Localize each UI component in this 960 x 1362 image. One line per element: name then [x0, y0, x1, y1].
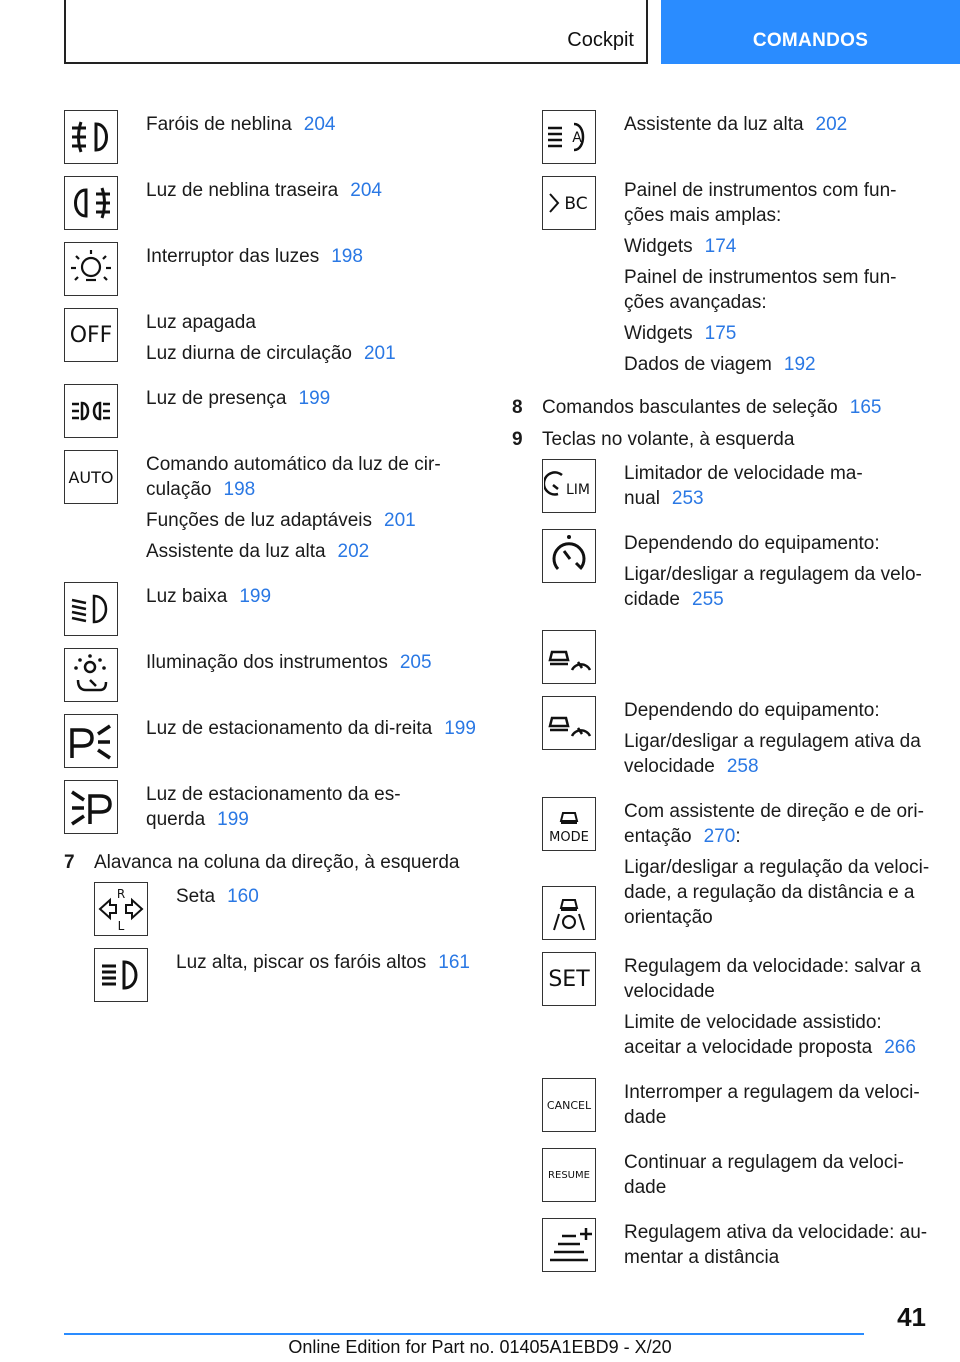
left-column — [64, 110, 484, 1014]
mode-icon — [542, 797, 596, 851]
numbered-item-9 — [512, 427, 932, 452]
item-text: Limite de velocidade assistido: aceitar a velocidade proposta — [624, 1012, 882, 1058]
item-text: Painel de instrumentos com fun-ções mais amplas: — [624, 180, 897, 226]
list-item — [94, 948, 484, 1002]
auto-icon — [64, 450, 118, 504]
page-link[interactable]: 198 — [331, 246, 363, 267]
item-text: Painel de instrumentos sem fun-ções avançadas: — [624, 267, 897, 313]
page-link[interactable]: 258 — [726, 756, 759, 777]
header-chapter-tab — [661, 0, 960, 64]
footer-edition: Online Edition for Part no. 01405A1EBD9 - X/20 — [288, 1337, 672, 1357]
item-text: Widgets — [624, 236, 693, 257]
item-text: Regulagem ativa da velocidade: au-mentar a distância — [624, 1222, 928, 1268]
off-icon-label: OFF — [69, 322, 113, 348]
item-text: Comando automático da luz de cir-culação — [146, 454, 441, 500]
item-text: Ligar/desligar a regulagem ativa da velocidade — [624, 731, 921, 777]
set-icon — [542, 952, 596, 1006]
bc-icon-label: BC — [564, 194, 588, 214]
page-link[interactable]: 201 — [384, 510, 416, 531]
page-link[interactable]: 255 — [692, 589, 724, 610]
acc-icon — [542, 630, 596, 684]
item-text: Interruptor das luzes — [146, 246, 320, 267]
svg-text:L: L — [117, 919, 125, 933]
list-item — [542, 110, 932, 164]
parking-left-icon — [64, 780, 118, 834]
resume-icon-label: RESUME — [548, 1169, 590, 1181]
acc-active-icon — [542, 696, 596, 750]
light-switch-icon — [64, 242, 118, 296]
list-item — [64, 308, 484, 372]
page-link[interactable]: 204 — [350, 180, 382, 201]
item-text: Faróis de neblina — [146, 114, 292, 135]
auto-icon-label: AUTO — [68, 467, 114, 487]
item-text: Assistente da luz alta — [146, 541, 326, 562]
item-text: Teclas no volante, à esquerda — [542, 429, 795, 450]
cancel-icon — [542, 1078, 596, 1132]
item-text: Luz de estacionamento da di-reita — [146, 718, 433, 739]
svg-text:R: R — [116, 887, 126, 901]
page-link[interactable]: 270 — [703, 826, 736, 847]
svg-text:A: A — [572, 130, 582, 146]
page-link[interactable]: 205 — [399, 652, 432, 673]
item-text: Alavanca na coluna da direção, à esquerda — [94, 852, 460, 873]
list-item — [64, 450, 484, 570]
item-text: Iluminação dos instrumentos — [146, 652, 388, 673]
page-link[interactable]: 199 — [239, 586, 272, 607]
cruise-control-icon — [542, 529, 596, 583]
item-text: Luz de estacionamento da es-querda — [146, 784, 401, 830]
page-link[interactable]: 161 — [438, 952, 470, 973]
item-text: Dados de viagem — [624, 354, 772, 375]
list-item — [64, 384, 484, 438]
item-text: Luz de presença — [146, 388, 287, 409]
page-link[interactable]: 202 — [337, 541, 370, 562]
page-link[interactable]: 199 — [298, 388, 331, 409]
page-link[interactable]: 253 — [671, 488, 704, 509]
item-text: Continuar a regulagem da veloci-dade — [624, 1152, 904, 1198]
high-beam-assist-icon — [542, 110, 596, 164]
item-text: Funções de luz adaptáveis — [146, 510, 373, 531]
list-item — [542, 630, 932, 684]
item-number: 9 — [512, 429, 523, 450]
page-number: 41 — [897, 1302, 926, 1332]
item-text: Luz de neblina traseira — [146, 180, 339, 201]
cancel-icon-label: CANCEL — [546, 1098, 592, 1112]
parking-light-icon — [64, 384, 118, 438]
numbered-item-7 — [64, 850, 484, 875]
page-link[interactable]: 204 — [303, 114, 336, 135]
page-link[interactable]: 199 — [217, 809, 249, 830]
item-text: Ligar/desligar a regulagem da velo-cidade — [624, 564, 922, 610]
page-link[interactable]: 160 — [227, 886, 259, 907]
page-link[interactable]: 175 — [704, 323, 737, 344]
item-text: Luz apagada — [146, 312, 256, 333]
item-text: Assistente da luz alta — [624, 114, 804, 135]
item-text: Dependendo do equipamento: — [624, 533, 880, 554]
numbered-item-8 — [512, 395, 932, 420]
page-link[interactable]: 165 — [849, 397, 882, 418]
parking-right-icon — [64, 714, 118, 768]
item-text: Ligar/desligar a regulação da veloci-dade, a regulação da distância e a orientação — [624, 857, 930, 928]
list-item — [542, 696, 932, 785]
page-link[interactable]: 192 — [783, 354, 816, 375]
item-text: Interromper a regulagem da veloci-dade — [624, 1082, 920, 1128]
mode-icon-label: MODE — [549, 830, 589, 845]
list-item — [64, 648, 484, 702]
item-text: Luz alta, piscar os faróis altos — [176, 952, 427, 973]
item-text: Regulagem da velocidade: salvar a velocidade — [624, 956, 921, 1002]
item-text: Luz baixa — [146, 586, 228, 607]
page-link[interactable]: 198 — [223, 479, 256, 500]
item-text: Widgets — [624, 323, 693, 344]
page-link[interactable]: 174 — [704, 236, 737, 257]
list-item — [64, 110, 484, 164]
fog-rear-icon — [64, 176, 118, 230]
resume-icon — [542, 1148, 596, 1202]
list-item — [542, 1148, 932, 1206]
item-text: Seta — [176, 886, 216, 907]
page-link[interactable]: 266 — [884, 1037, 916, 1058]
instrument-lighting-icon — [64, 648, 118, 702]
list-item — [64, 582, 484, 636]
item-text: Com assistente de direção e de ori-entação — [624, 801, 924, 847]
list-item — [542, 176, 932, 383]
speed-limiter-label: LIM — [565, 482, 591, 498]
page-link[interactable]: 199 — [444, 718, 476, 739]
header-section-box — [64, 0, 648, 64]
list-item — [542, 529, 932, 618]
list-item — [542, 459, 932, 517]
item-text: Dependendo do equipamento: — [624, 700, 880, 721]
list-item — [64, 242, 484, 296]
page-link[interactable]: 202 — [815, 114, 848, 135]
list-item — [542, 1218, 932, 1276]
off-icon — [64, 308, 118, 362]
distance-increase-icon — [542, 1218, 596, 1272]
set-icon-label: SET — [548, 966, 590, 992]
speed-limiter-icon — [542, 459, 596, 513]
item-text: Luz diurna de circulação — [146, 343, 352, 364]
high-beam-icon — [94, 948, 148, 1002]
header-section-title: Cockpit — [567, 29, 634, 51]
item-number: 7 — [64, 852, 75, 873]
list-item — [94, 882, 484, 936]
right-column — [512, 110, 932, 1288]
list-item — [542, 1078, 932, 1136]
footer-divider — [64, 1333, 864, 1335]
item-suffix: : — [735, 826, 741, 847]
item-text: Limitador de velocidade ma-nual — [624, 463, 863, 509]
header-chapter-title: COMANDOS — [752, 30, 869, 51]
bc-icon — [542, 176, 596, 230]
item-text: Comandos basculantes de seleção — [542, 397, 838, 418]
turn-signal-icon — [94, 882, 148, 936]
list-item — [542, 952, 932, 1066]
fog-front-icon — [64, 110, 118, 164]
list-item — [64, 714, 484, 768]
steering-assist-icon — [542, 886, 596, 940]
list-item — [64, 176, 484, 230]
list-item — [64, 780, 484, 838]
page-link[interactable]: 201 — [363, 343, 396, 364]
low-beam-icon — [64, 582, 118, 636]
item-number: 8 — [512, 397, 523, 418]
